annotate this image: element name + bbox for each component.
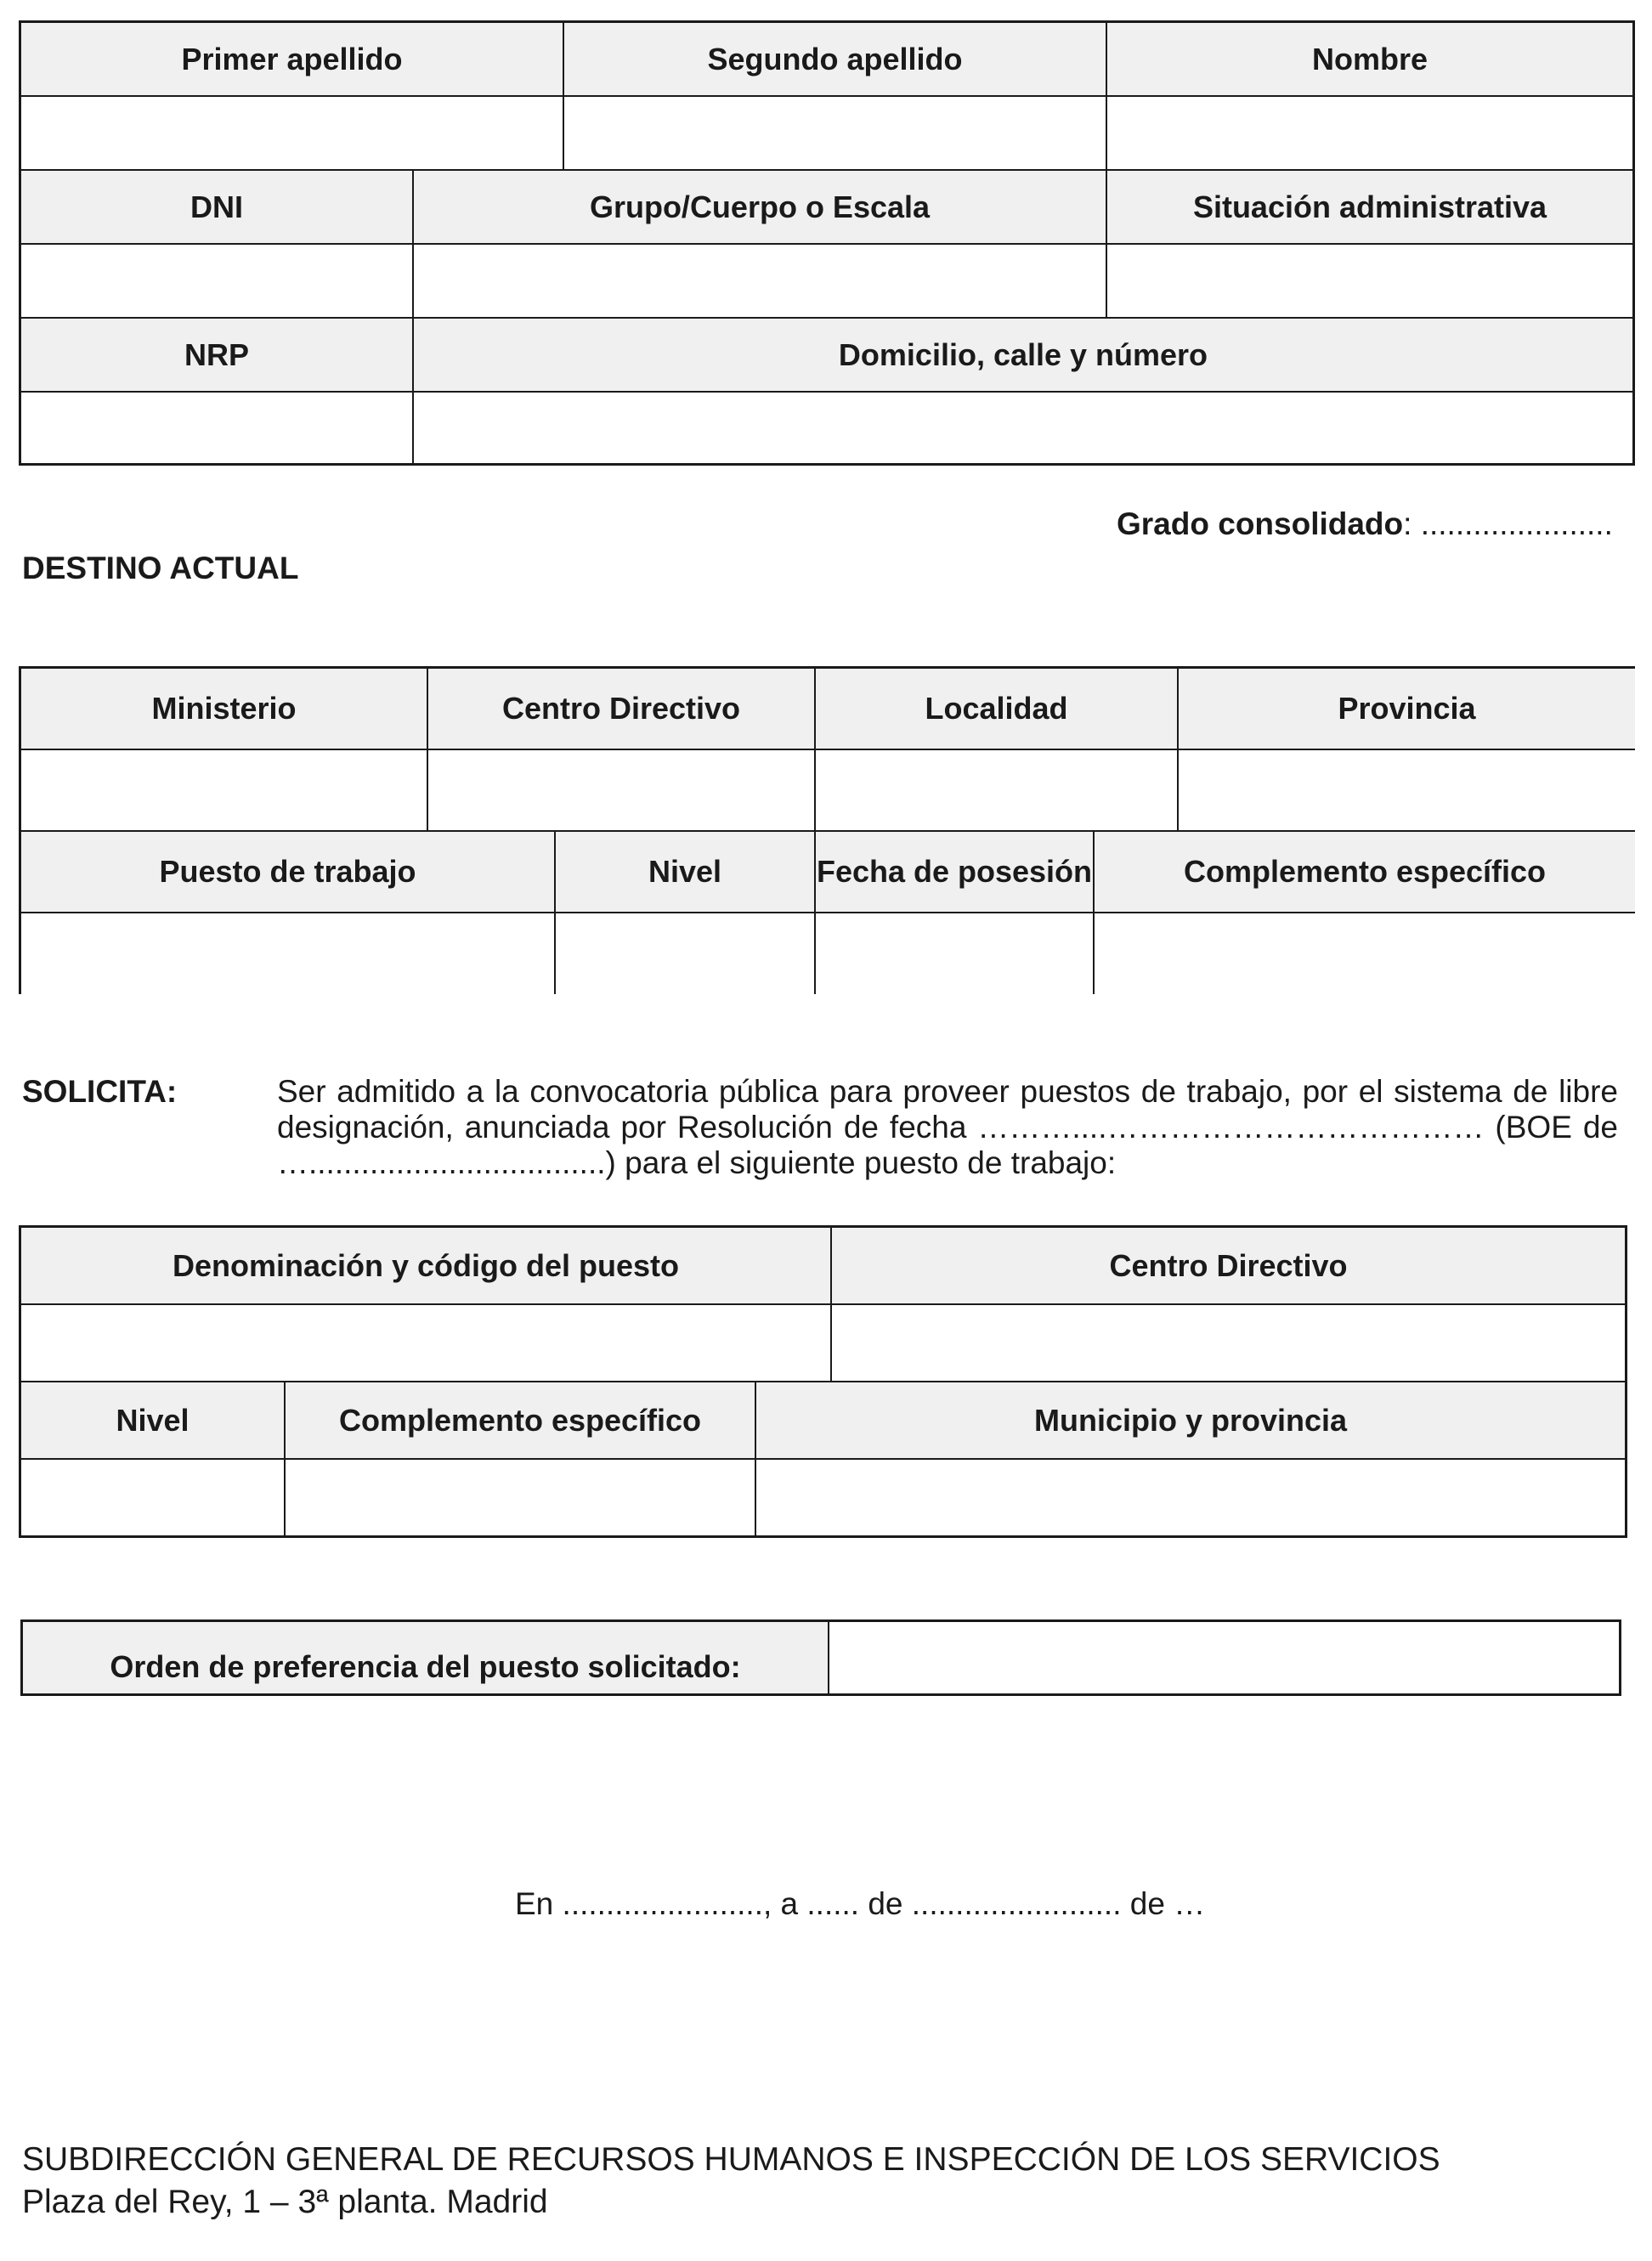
provincia-field[interactable] (1179, 750, 1635, 832)
destino-actual-title: DESTINO ACTUAL (22, 551, 299, 585)
centro-directivo-field[interactable] (428, 750, 816, 832)
destino-actual-table (19, 666, 1635, 994)
header-complemento-especifico: Complemento específico (1095, 832, 1635, 913)
nivel-puesto-field[interactable] (21, 1460, 286, 1535)
header-segundo-apellido: Segundo apellido (564, 23, 1107, 97)
header-primer-apellido: Primer apellido (21, 23, 564, 97)
footer-subdireccion: SUBDIRECCIÓN GENERAL DE RECURSOS HUMANOS E INSPECCIÓN DE LOS SERVICIOS (22, 2141, 1440, 2178)
header-puesto-de-trabajo: Puesto de trabajo (21, 832, 556, 913)
orden-preferencia-table (20, 1619, 1621, 1696)
personal-data-table (19, 20, 1635, 466)
municipio-provincia-field[interactable] (756, 1460, 1625, 1535)
complemento-especifico-puesto-field[interactable] (286, 1460, 756, 1535)
header-situacion-administrativa: Situación administrativa (1107, 171, 1632, 245)
header-ministerio: Ministerio (21, 669, 428, 750)
header-denominacion-codigo-puesto: Denominación y código del puesto (21, 1228, 832, 1305)
dni-field[interactable] (21, 245, 414, 319)
grado-consolidado-label: Grado consolidado (1117, 506, 1404, 541)
header-centro-directivo: Centro Directivo (428, 669, 816, 750)
nombre-field[interactable] (1107, 97, 1632, 171)
situacion-administrativa-field[interactable] (1107, 245, 1632, 319)
orden-preferencia-label: Orden de preferencia del puesto solicitado: (23, 1622, 829, 1693)
header-municipio-provincia: Municipio y provincia (756, 1382, 1625, 1460)
header-localidad: Localidad (816, 669, 1179, 750)
header-fecha-de-posesion: Fecha de posesión (816, 832, 1095, 913)
header-grupo-cuerpo-escala: Grupo/Cuerpo o Escala (414, 171, 1107, 245)
denominacion-codigo-puesto-field[interactable] (21, 1305, 832, 1382)
header-complemento-especifico-puesto: Complemento específico (286, 1382, 756, 1460)
complemento-especifico-field[interactable] (1095, 913, 1635, 994)
header-domicilio: Domicilio, calle y número (414, 319, 1632, 393)
nivel-field[interactable] (556, 913, 816, 994)
puesto-de-trabajo-field[interactable] (21, 913, 556, 994)
header-nivel-puesto: Nivel (21, 1382, 286, 1460)
nrp-field[interactable] (21, 393, 414, 463)
lugar-fecha-line: En ......................., a ...... de ........................ de … (515, 1886, 1206, 1921)
localidad-field[interactable] (816, 750, 1179, 832)
header-nivel: Nivel (556, 832, 816, 913)
orden-preferencia-field[interactable] (829, 1622, 1619, 1693)
header-nrp: NRP (21, 319, 414, 393)
segundo-apellido-field[interactable] (564, 97, 1107, 171)
header-provincia: Provincia (1179, 669, 1635, 750)
centro-directivo-puesto-field[interactable] (832, 1305, 1625, 1382)
primer-apellido-field[interactable] (21, 97, 564, 171)
grado-consolidado-fill: : ...................... (1403, 506, 1613, 541)
fecha-de-posesion-field[interactable] (816, 913, 1095, 994)
domicilio-field[interactable] (414, 393, 1632, 463)
header-nombre: Nombre (1107, 23, 1632, 97)
header-dni: DNI (21, 171, 414, 245)
solicita-paragraph: Ser admitido a la convocatoria pública para proveer puestos de trabajo, por el sistema de libre designación, anunciada por Resolución de fecha ………....……………………………… (BOE de …..................................) para el siguiente puesto de trabajo: (277, 1074, 1618, 1180)
header-centro-directivo-puesto: Centro Directivo (832, 1228, 1625, 1305)
puesto-solicitado-table (19, 1225, 1627, 1538)
grado-consolidado-line (1117, 506, 1613, 542)
ministerio-field[interactable] (21, 750, 428, 832)
footer-direccion: Plaza del Rey, 1 – 3ª planta. Madrid (22, 2184, 548, 2220)
solicita-label: SOLICITA: (22, 1074, 178, 1109)
grupo-cuerpo-escala-field[interactable] (414, 245, 1107, 319)
